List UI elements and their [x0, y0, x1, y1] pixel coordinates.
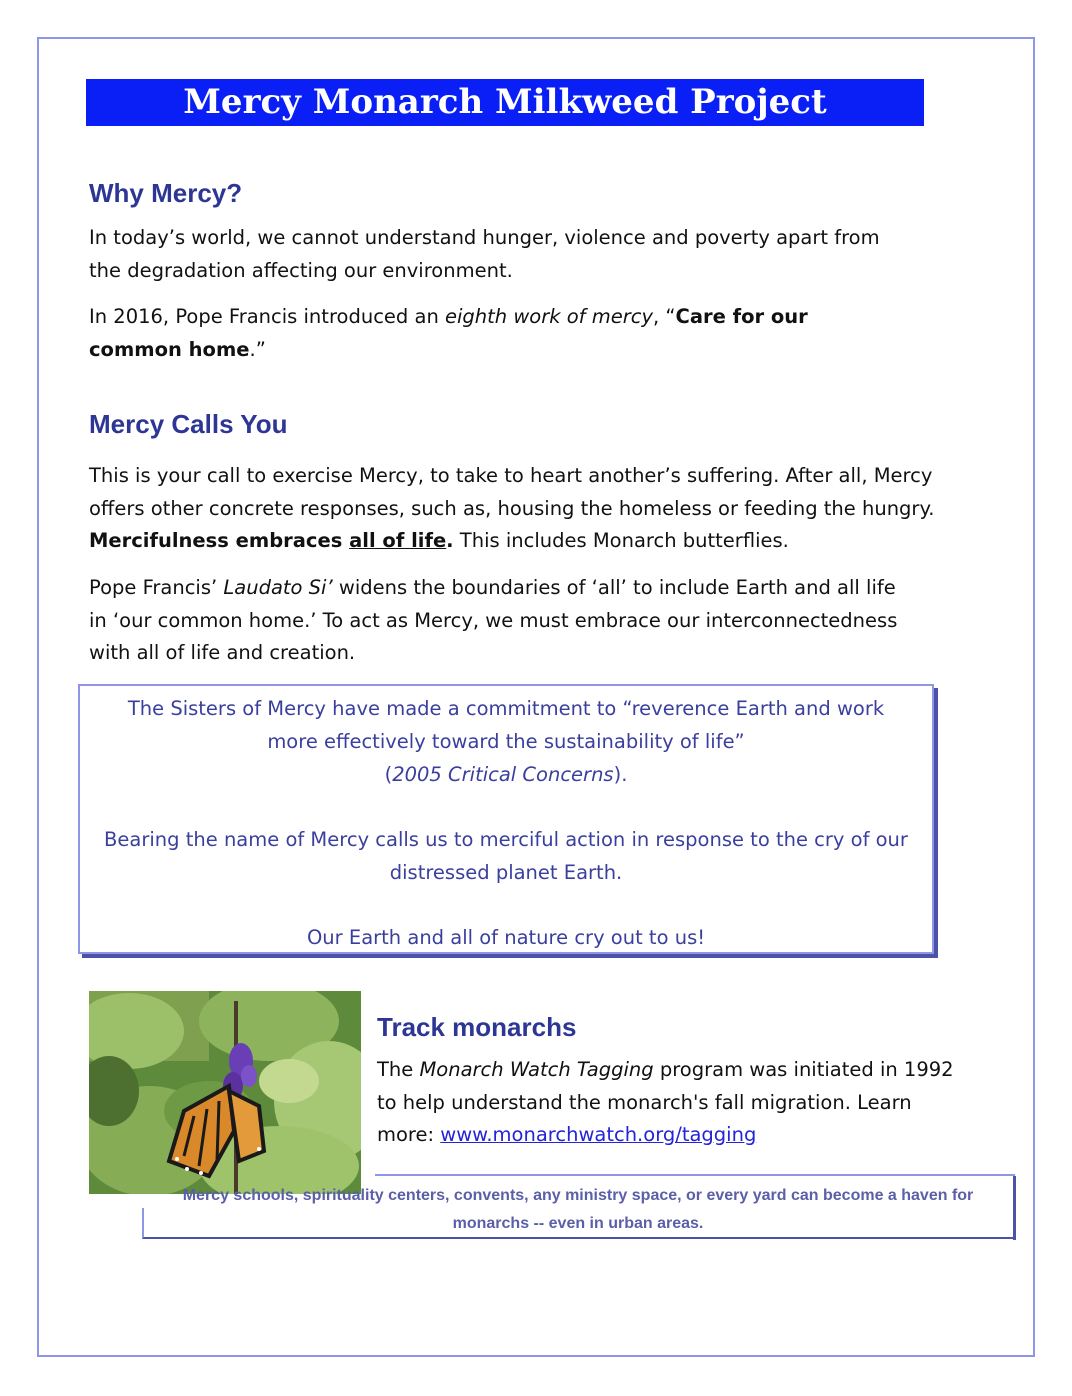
- critical-concerns-citation: 2005 Critical Concerns: [392, 763, 614, 786]
- text-run: ).: [613, 763, 628, 786]
- text-run: In 2016, Pope Francis introduced an: [89, 305, 445, 328]
- track-monarchs-paragraph: [377, 1054, 967, 1152]
- why-mercy-heading: Why Mercy?: [89, 178, 243, 208]
- mercy-calls-paragraph-1: [89, 460, 989, 558]
- callout-citation: [80, 758, 932, 791]
- eighth-work-emphasis: eighth work of mercy: [445, 305, 654, 328]
- text-run: .”: [249, 337, 266, 361]
- text-run: This is your call to exercise Mercy, to take to heart another’s suffering. After all, Mercy offers other concrete responses, such as, housing the homeless or feeding the hungry.: [89, 464, 935, 520]
- monarch-butterfly-photo: [89, 991, 361, 1194]
- text-run: program was initiated in 1992 to help understand the monarch's fall migration. Learn more:: [377, 1058, 954, 1146]
- text-run: This includes Monarch butterflies.: [453, 529, 789, 552]
- why-mercy-paragraph-2: [89, 301, 879, 366]
- mercifulness-emphasis: Mercifulness embraces: [89, 529, 350, 552]
- text-run: (: [384, 763, 393, 786]
- track-monarchs-heading: Track monarchs: [377, 1012, 577, 1042]
- page-title: Mercy Monarch Milkweed Project: [86, 79, 924, 126]
- laudato-si-emphasis: Laudato Si’: [223, 576, 333, 599]
- text-run: , “: [653, 305, 676, 328]
- text-run: Pope Francis’: [89, 576, 224, 599]
- monarch-butterfly-image: [89, 991, 361, 1194]
- callout-commitment-text: The Sisters of Mercy have made a commitment to “reverence Earth and work more effectively toward the sustainability of life”: [127, 697, 885, 753]
- text-run: .: [446, 529, 454, 552]
- text-run: The: [377, 1058, 420, 1081]
- monarchwatch-link[interactable]: www.monarchwatch.org/tagging: [440, 1123, 757, 1146]
- haven-note: Mercy schools, spirituality centers, convents, any ministry space, or every yard can become a haven for monarchs -- even in urban areas.: [182, 1187, 974, 1232]
- text-run: widens the boundaries of ‘all’ to include Earth and all life in ‘our common home.’ To act as Mercy, we must embrace our interconnectedness with all of life and creation.: [89, 576, 898, 664]
- monarch-watch-tagging-emphasis: Monarch Watch Tagging: [419, 1058, 654, 1081]
- why-mercy-paragraph-1: In today’s world, we cannot understand hunger, violence and poverty apart from the degradation affecting our environment.: [89, 226, 880, 282]
- callout-earth-cry-text: Our Earth and all of nature cry out to us!: [306, 926, 706, 949]
- sisters-commitment-callout: [78, 684, 934, 954]
- mercy-calls-paragraph-2: [89, 572, 919, 670]
- all-of-life-emphasis: all of life: [349, 529, 447, 552]
- callout-bearing-name-text: Bearing the name of Mercy calls us to merciful action in response to the cry of our distressed planet Earth.: [104, 828, 908, 884]
- mercy-calls-heading: Mercy Calls You: [89, 409, 288, 439]
- note-border-top: [375, 1174, 1015, 1176]
- care-for-common-home-emphasis: Care for our common home: [89, 305, 808, 361]
